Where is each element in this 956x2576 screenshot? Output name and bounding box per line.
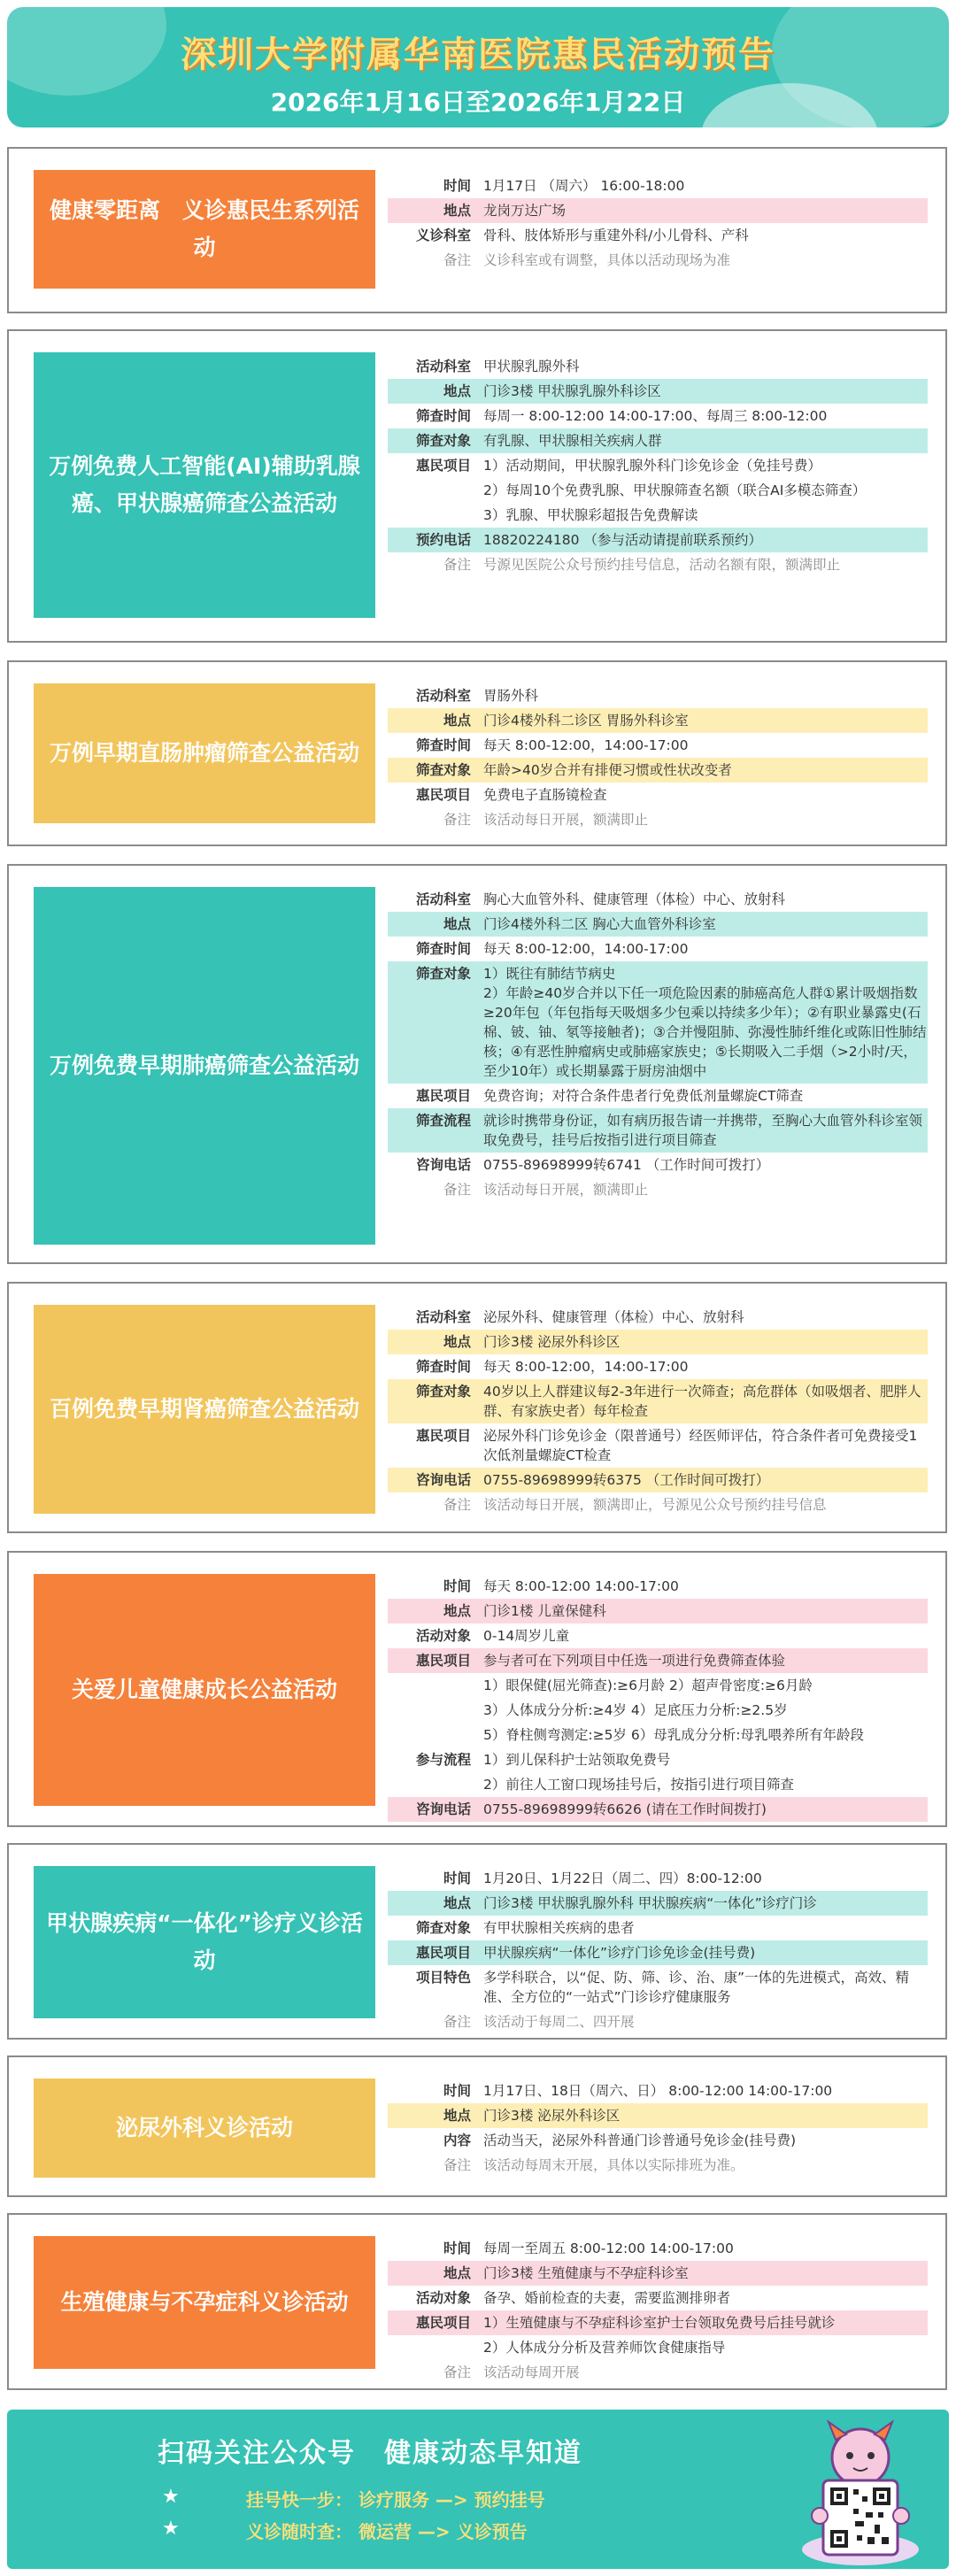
detail-row: 时间 1月17日 （周六） 16:00-18:00	[443, 178, 685, 194]
event-card-thyroid	[7, 1843, 947, 2040]
detail-row: 1）眼保健(屈光筛查):≥6月龄 2）超声骨密度:≥6月龄	[483, 1677, 813, 1693]
date-range: 2026年1月16日至2026年1月22日	[270, 88, 686, 117]
detail-row: 筛查对象 40岁以上人群建议每2-3年进行一次筛查；高危群体（如吸烟者、肥胖人群、有家族史者）每年检查	[388, 1379, 928, 1423]
detail-row: 惠民项目 免费咨询；对符合条件患者行免费低剂量螺旋CT筛查	[415, 1088, 804, 1104]
detail-row: 备注 该活动每日开展，额满即止	[443, 1182, 649, 1198]
detail-row: 2）年龄≥40岁合并以下任一项危险因素的肺癌高危人群①累计吸烟指数≥20年包（年包指每天吸烟多少包乘以持续多少年）；②有职业暴露史(石棉、铍、铀、氡等接触者)；③合并慢阻肺、弥漫性肺纤维化或陈旧性肺结核；④有恶性肿瘤病史或肺癌家族史；⑤长期吸入二手烟（>2小时/天，至少10年）或长期暴露于厨房油烟中	[388, 983, 928, 1084]
event-details	[388, 683, 928, 832]
star-icon: ★	[162, 2486, 180, 2508]
event-details	[388, 1574, 928, 1822]
detail-row: 筛查对象 有乳腺、甲状腺相关疾病人群	[388, 428, 928, 453]
detail-row: 筛查对象 年龄>40岁合并有排便习惯或性状改变者	[388, 758, 928, 783]
event-card-urology	[7, 2055, 947, 2197]
detail-row: 惠民项目 甲状腺疾病“一体化”诊疗门诊免诊金(挂号费)	[388, 1940, 928, 1965]
detail-row: 内容 活动当天，泌尿外科普通门诊普通号免诊金(挂号费)	[443, 2133, 797, 2148]
event-details	[388, 2079, 928, 2178]
detail-row: 时间 1月20日、1月22日（周二、四）8:00-12:00	[443, 1870, 762, 1886]
event-title: 百例免费早期肾癌筛查公益活动	[34, 1305, 375, 1514]
footer-line-register: 挂号快一步： 诊疗服务 —> 预约挂号	[246, 2489, 545, 2510]
detail-row: 时间 每天 8:00-12:00 14:00-17:00	[443, 1578, 679, 1594]
detail-row: 参与流程 1）到儿保科护士站领取免费号	[415, 1752, 671, 1768]
event-title: 万例早期直肠肿瘤筛查公益活动	[34, 683, 375, 823]
star-icon: ★	[162, 2518, 180, 2540]
event-details	[388, 354, 928, 577]
event-title: 健康零距离 义诊惠民生系列活动	[34, 170, 375, 289]
detail-row: 活动科室 胃肠外科	[415, 688, 539, 704]
detail-row: 活动对象 0-14周岁儿童	[415, 1628, 570, 1644]
detail-row: 2）前往人工窗口现场挂号后，按指引进行项目筛查	[483, 1777, 794, 1793]
event-details	[388, 887, 928, 1202]
event-card-breast-thyroid	[7, 329, 947, 643]
detail-row: 活动科室 泌尿外科、健康管理（体检）中心、放射科	[415, 1309, 744, 1325]
detail-row: 活动对象 备孕、婚前检查的夫妻，需要监测排卵者	[415, 2290, 731, 2306]
detail-row: 筛查对象 有甲状腺相关疾病的患者	[415, 1920, 635, 1936]
mascot-qr-code[interactable]	[790, 2417, 931, 2567]
detail-row: 义诊科室 骨科、肢体矫形与重建外科/小儿骨科、产科	[415, 228, 749, 243]
detail-row: 地点 门诊3楼 泌尿外科诊区	[388, 1330, 928, 1354]
detail-row: 筛查对象 1）既往有肺结节病史	[388, 961, 928, 983]
detail-row: 项目特色 多学科联合，以“促、防、筛、诊、治、康”一体的先进模式，高效、精准、全方位的“一站式”门诊诊疗健康服务	[415, 1970, 910, 2005]
detail-row: 咨询电话 0755-89698999转6741 （工作时间可拨打）	[415, 1157, 770, 1173]
detail-row: 3）人体成分分析:≥4岁 4）足底压力分析:≥2.5岁	[483, 1702, 788, 1718]
detail-row: 地点 门诊1楼 儿童保健科	[388, 1599, 928, 1623]
detail-row: 活动科室 胸心大血管外科、健康管理（体检）中心、放射科	[415, 891, 786, 907]
detail-row: 筛查时间 每天 8:00-12:00，14:00-17:00	[415, 737, 689, 753]
detail-row: 备注 义诊科室或有调整，具体以活动现场为准	[443, 252, 731, 268]
event-title: 万例免费早期肺癌筛查公益活动	[34, 887, 375, 1245]
detail-row: 筛查时间 每天 8:00-12:00，14:00-17:00	[415, 941, 689, 957]
detail-row: 预约电话 18820224180 （参与活动请提前联系预约）	[388, 528, 928, 552]
detail-row: 备注 该活动每周开展	[443, 2364, 580, 2380]
detail-row: 2）人体成分分析及营养师饮食健康指导	[483, 2340, 726, 2356]
detail-row: 惠民项目 参与者可在下列项目中任选一项进行免费筛查体验	[388, 1648, 928, 1673]
detail-row: 筛查流程 就诊时携带身份证，如有病历报告请一并携带，至胸心大血管外科诊室领取免费号，挂号后按指引进行项目筛查	[388, 1108, 928, 1153]
detail-row: 地点 门诊4楼外科二区 胸心大血管外科诊室	[388, 912, 928, 937]
detail-row: 筛查时间 每周一 8:00-12:00 14:00-17:00、每周三 8:00-12:00	[415, 408, 828, 424]
detail-row: 备注 该活动每日开展，额满即止，号源见公众号预约挂号信息	[443, 1497, 827, 1513]
detail-row: 惠民项目 1）活动期间，甲状腺乳腺外科门诊免诊金（免挂号费）	[415, 458, 821, 474]
detail-row: 活动科室 甲状腺乳腺外科	[415, 359, 580, 374]
detail-row: 地点 门诊3楼 甲状腺乳腺外科诊区	[388, 379, 928, 404]
event-card-colorectal	[7, 660, 947, 846]
detail-row: 惠民项目 泌尿外科门诊免诊金（限普通号）经医师评估，符合条件者可免费接受1次低剂量螺旋CT检查	[415, 1428, 918, 1463]
detail-row: 地点 龙岗万达广场	[388, 198, 928, 223]
event-details	[388, 2236, 928, 2385]
detail-row: 时间 每周一至周五 8:00-12:00 14:00-17:00	[443, 2241, 734, 2256]
event-title: 生殖健康与不孕症科义诊活动	[34, 2236, 375, 2369]
event-card-reproductive	[7, 2213, 947, 2390]
event-title: 泌尿外科义诊活动	[34, 2079, 375, 2178]
page-header	[7, 7, 949, 127]
detail-row: 备注 号源见医院公众号预约挂号信息，活动名额有限，额满即止	[443, 557, 841, 573]
footer-title: 扫码关注公众号 健康动态早知道	[158, 2438, 582, 2469]
event-details	[388, 174, 928, 273]
event-card-free-clinic	[7, 147, 947, 313]
detail-row: 地点 门诊3楼 泌尿外科诊区	[388, 2103, 928, 2128]
detail-row: 备注 该活动于每周二、四开展	[443, 2014, 635, 2030]
event-card-child-health	[7, 1551, 947, 1827]
detail-row: 惠民项目 免费电子直肠镜检查	[415, 787, 607, 803]
detail-row: 惠民项目 1）生殖健康与不孕症科诊室护士台领取免费号后挂号就诊	[388, 2310, 928, 2335]
event-card-kidney	[7, 1282, 947, 1533]
detail-row: 咨询电话 0755-89698999转6626 (请在工作时间拨打)	[388, 1797, 928, 1822]
detail-row: 筛查时间 每天 8:00-12:00，14:00-17:00	[415, 1359, 689, 1375]
detail-row: 5）脊柱侧弯测定:≥5岁 6）母乳成分分析:母乳喂养所有年龄段	[483, 1727, 864, 1743]
page-title: 深圳大学附属华南医院惠民活动预告	[181, 35, 775, 75]
detail-row: 3）乳腺、甲状腺彩超报告免费解读	[483, 507, 698, 523]
event-card-lung	[7, 864, 947, 1264]
event-title: 甲状腺疾病“一体化”诊疗义诊活动	[34, 1866, 375, 2018]
detail-row: 2）每周10个免费乳腺、甲状腺筛查名额（联合AI多模态筛查）	[483, 482, 867, 498]
detail-row: 地点 门诊3楼 生殖健康与不孕症科诊室	[388, 2261, 928, 2286]
detail-row: 备注 该活动每日开展，额满即止	[443, 812, 649, 828]
event-title: 关爱儿童健康成长公益活动	[34, 1574, 375, 1806]
event-title: 万例免费人工智能(AI)辅助乳腺癌、甲状腺癌筛查公益活动	[34, 352, 375, 618]
event-details	[388, 1305, 928, 1517]
detail-row: 地点 门诊3楼 甲状腺乳腺外科 甲状腺疾病“一体化”诊疗门诊	[388, 1891, 928, 1916]
footer-line-clinic: 义诊随时查： 微运营 —> 义诊预告	[246, 2521, 528, 2542]
detail-row: 备注 该活动每周末开展，具体以实际排班为准。	[443, 2157, 744, 2173]
detail-row: 咨询电话 0755-89698999转6375 （工作时间可拨打）	[388, 1468, 928, 1492]
detail-row: 时间 1月17日、18日（周六、日） 8:00-12:00 14:00-17:00	[443, 2083, 833, 2099]
event-details	[388, 1866, 928, 2034]
detail-row: 地点 门诊4楼外科二诊区 胃肠外科诊室	[388, 708, 928, 733]
